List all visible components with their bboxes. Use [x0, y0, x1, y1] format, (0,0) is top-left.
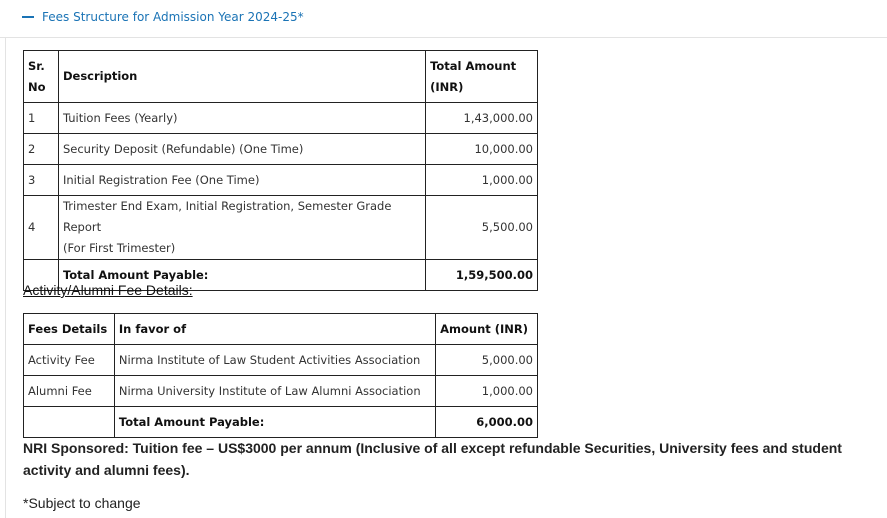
activity-alumni-heading: Activity/Alumni Fee Details:	[23, 282, 193, 298]
cell-amount: 10,000.00	[426, 134, 538, 165]
cell-amount: 1,43,000.00	[426, 103, 538, 134]
header-total-amount: Total Amount (INR)	[426, 51, 538, 103]
cell-description: Security Deposit (Refundable) (One Time)	[58, 134, 425, 165]
total-label: Total Amount Payable:	[114, 407, 435, 438]
cell-empty	[24, 407, 115, 438]
cell-in-favor-of: Nirma University Institute of Law Alumni Association	[114, 376, 435, 407]
header-description: Description	[58, 51, 425, 103]
cell-description: Trimester End Exam, Initial Registration, Semester Grade Report (For First Trimester)	[58, 196, 425, 260]
cell-amount: 1,000.00	[436, 376, 538, 407]
header-in-favor-of: In favor of	[114, 314, 435, 345]
cell-description: Tuition Fees (Yearly)	[58, 103, 425, 134]
collapse-minus-icon[interactable]	[22, 16, 34, 18]
cell-amount: 1,000.00	[426, 165, 538, 196]
cell-in-favor-of: Nirma Institute of Law Student Activities Association	[114, 345, 435, 376]
table-row	[24, 134, 538, 165]
table-header-row	[24, 314, 538, 345]
subject-to-change-note: *Subject to change	[23, 495, 141, 511]
cell-amount: 5,000.00	[436, 345, 538, 376]
cell-amount: 5,500.00	[426, 196, 538, 260]
cell-description: Initial Registration Fee (One Time)	[58, 165, 425, 196]
total-label: Total Amount Payable:	[58, 260, 425, 291]
total-amount: 1,59,500.00	[426, 260, 538, 291]
table-row	[24, 376, 538, 407]
activity-alumni-fees-table	[23, 313, 538, 438]
table-row	[24, 345, 538, 376]
tuition-fees-table	[23, 50, 538, 291]
header-fees-details: Fees Details	[24, 314, 115, 345]
cell-fee: Activity Fee	[24, 345, 115, 376]
cell-sr: 1	[24, 103, 59, 134]
cell-sr: 4	[24, 196, 59, 260]
accordion-title[interactable]: Fees Structure for Admission Year 2024-25*	[42, 10, 304, 24]
table-row	[24, 196, 538, 260]
cell-sr: 2	[24, 134, 59, 165]
nri-sponsored-note: NRI Sponsored: Tuition fee – US$3000 per annum (Inclusive of all except refundable Securities, University fees and student activity and alumni fees).	[23, 440, 842, 478]
total-amount: 6,000.00	[436, 407, 538, 438]
panel-left-border	[5, 38, 6, 518]
accordion-header[interactable]	[0, 0, 887, 38]
total-row	[24, 407, 538, 438]
header-sr-no: Sr. No	[24, 51, 59, 103]
cell-fee: Alumni Fee	[24, 376, 115, 407]
table-row	[24, 165, 538, 196]
table-row	[24, 103, 538, 134]
cell-sr: 3	[24, 165, 59, 196]
table-header-row	[24, 51, 538, 103]
header-amount: Amount (INR)	[436, 314, 538, 345]
